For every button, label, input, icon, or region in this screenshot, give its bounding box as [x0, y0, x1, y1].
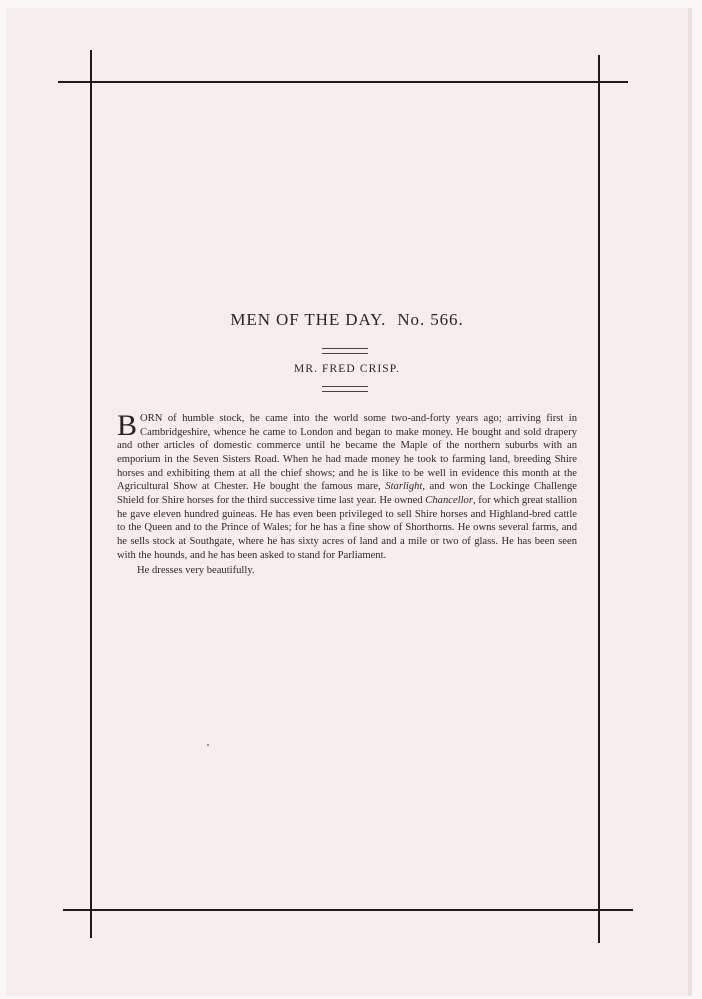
frame-bottom-rule [63, 909, 633, 911]
frame-top-rule [58, 81, 628, 83]
issue-number: No. 566. [397, 310, 464, 329]
subject-divider [322, 386, 368, 392]
closing-line: He dresses very beautifully. [137, 565, 255, 577]
drop-cap: B [117, 409, 138, 442]
title-divider [322, 348, 368, 354]
article-text-1: of humble stock, he came into the world some two-and-forty years ago; arriving first in Cambridgeshire, whence he came to London and began to make money. He bought and sold drapery and other articles of domestic commerce until he became the Maple of the northern suburbs with an emporium in the Seven Sisters Road. When he had made money he took to farming land, breeding Shire horses and exhibiting them at all the chief shows; and he is like to be well in evidence this month at the Agricultural Show at Chester. He bought the famous mare, [117, 413, 577, 493]
page-title [94, 310, 600, 330]
article-text-3: , for which great stallion he gave eleven hundred guineas. He has even been privileged to sell Shire horses and Highland-bred cattle to the Queen and to the Prince of Wales; for he has a fine show of Shorthorns. He owns several farms, and he sells stock at Southgate, where he has sixty acres of land and a mile or two of glass. He has been seen with the hounds, and he has been asked to stand for Parliament. [117, 494, 577, 561]
article-body [117, 409, 577, 578]
opening-word-rest: ORN [140, 413, 163, 424]
title-text: MEN OF THE DAY. [230, 310, 387, 329]
horse-name-starlight: Starlight [385, 481, 423, 493]
paper-edge [688, 8, 692, 996]
paper-speck [207, 744, 209, 746]
article-paragraph [117, 409, 577, 562]
frame-right-rule [598, 55, 600, 943]
subject-name: MR. FRED CRISP. [294, 363, 400, 375]
frame-left-rule [90, 50, 92, 938]
horse-name-chancellor: Chancellor [425, 494, 473, 506]
article-text-2: , and won the Lockinge Challenge Shield for Shire horses for the third successive time last year. He owned [117, 481, 577, 506]
